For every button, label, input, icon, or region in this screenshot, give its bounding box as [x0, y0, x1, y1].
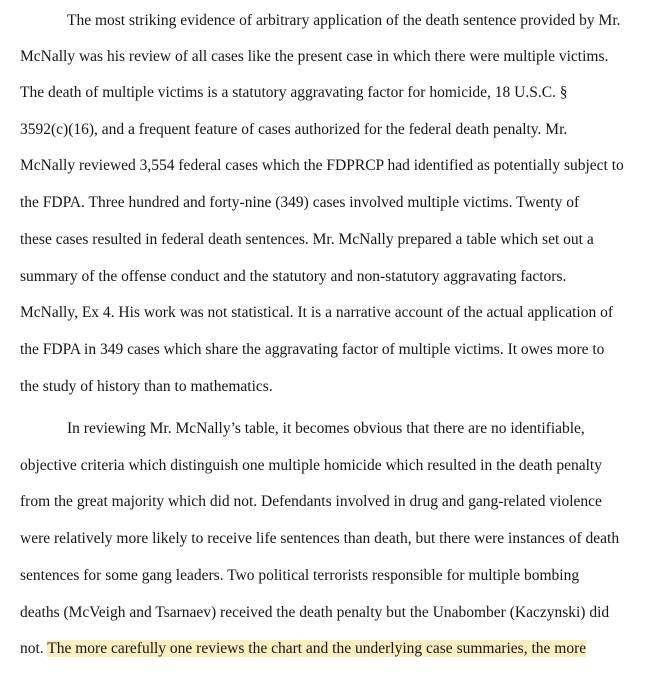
- paragraph-1-line-3: The death of multiple victims is a statutory aggravating factor for homicide, 18 U.S.C. §: [20, 84, 568, 101]
- paragraph-2-line-3: from the great majority which did not. Defendants involved in drug and gang-related violence: [20, 493, 602, 510]
- paragraph-2-line-7-prefix: not.: [20, 640, 48, 657]
- paragraph-2-line-7: [20, 639, 586, 659]
- paragraph-1-line-2: McNally was his review of all cases like the present case in which there were multiple victims.: [20, 48, 609, 65]
- paragraph-1-line-6: the FDPA. Three hundred and forty-nine (349) cases involved multiple victims. Twenty of: [20, 194, 580, 211]
- paragraph-1-line-9: McNally, Ex 4. His work was not statistical. It is a narrative account of the actual application of: [20, 304, 613, 321]
- paragraph-2-line-2: objective criteria which distinguish one multiple homicide which resulted in the death penalty: [20, 457, 602, 474]
- paragraph-1-line-7: these cases resulted in federal death sentences. Mr. McNally prepared a table which set out a: [20, 231, 594, 248]
- paragraph-2-line-5: sentences for some gang leaders. Two political terrorists responsible for multiple bombing: [20, 567, 580, 584]
- paragraph-1-line-8: summary of the offense conduct and the statutory and non-statutory aggravating factors.: [20, 268, 567, 285]
- paragraph-1-line-5: McNally reviewed 3,554 federal cases which the FDPRCP had identified as potentially subject to: [20, 157, 624, 174]
- paragraph-1-line-11: the study of history than to mathematics.: [20, 378, 273, 395]
- paragraph-2-line-4: were relatively more likely to receive life sentences than death, but there were instances of death: [20, 530, 620, 547]
- paragraph-1-line-1: The most striking evidence of arbitrary application of the death sentence provided by Mr.: [67, 12, 621, 29]
- paragraph-2-line-1: In reviewing Mr. McNally’s table, it becomes obvious that there are no identifiable,: [67, 420, 585, 437]
- highlighted-text: The more carefully one reviews the chart and the underlying case summaries, the more: [47, 640, 587, 657]
- paragraph-1-line-4: 3592(c)(16), and a frequent feature of cases authorized for the federal death penalty. Mr.: [20, 121, 568, 138]
- paragraph-2-line-6: deaths (McVeigh and Tsarnaev) received the death penalty but the Unabomber (Kaczynski) did: [20, 604, 610, 621]
- paragraph-1-line-10: the FDPA in 349 cases which share the aggravating factor of multiple victims. It owes more to: [20, 341, 605, 358]
